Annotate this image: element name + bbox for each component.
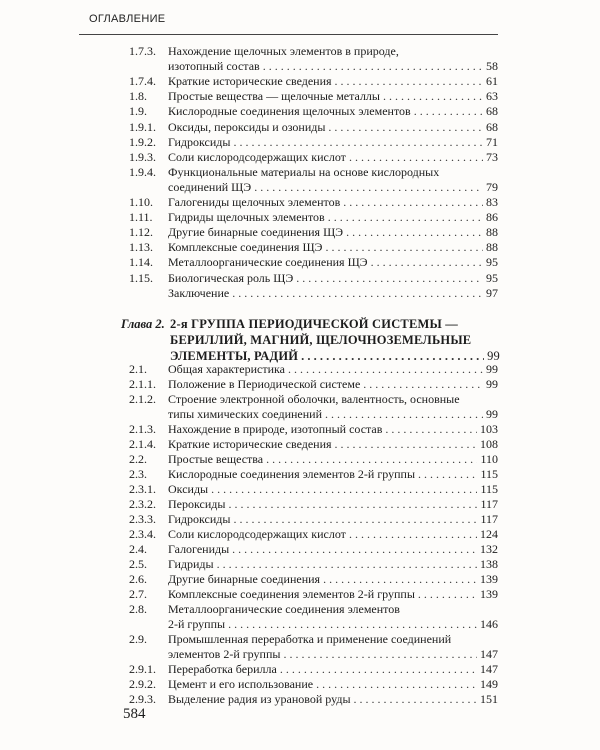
toc-entry-page: 99 (486, 407, 498, 421)
toc-entry-page: 115 (480, 467, 498, 481)
toc-entry-title: Простые вещества (168, 452, 264, 466)
toc-entry-page: 115 (480, 482, 498, 496)
toc-entry-page: 58 (486, 59, 498, 74)
toc-entry-number: 2.3.4. (129, 527, 156, 541)
toc-entry-page: 83 (486, 195, 498, 209)
toc-entry-number: 2.9.3. (129, 692, 156, 706)
chapter-label: Глава 2. (121, 317, 165, 331)
toc-entry-title-line1: Строение электронной оболочки, валентность, основные (168, 392, 460, 406)
toc-entry-page: 88 (486, 225, 498, 240)
toc-entry-number: 2.7. (129, 587, 147, 601)
toc-entry-title: Нахождение в природе, изотопный состав (168, 422, 383, 436)
toc-entry-title: элементов 2-й группы (168, 647, 281, 661)
toc-entry-number: 1.13. (129, 240, 153, 255)
toc-entry-page: 132 (480, 542, 498, 556)
toc-entry-title: Комплексные соединения элементов 2-й группы (168, 587, 415, 601)
toc-entry-number: 1.14. (129, 255, 153, 270)
toc-entry-page: 103 (480, 422, 498, 436)
toc-entry-page: 138 (480, 557, 498, 571)
toc-entry-title: типы химических соединений (168, 407, 323, 421)
toc-entry-number: 1.8. (129, 89, 147, 104)
chapter-page: 99 (487, 349, 500, 363)
toc-entry-number: 2.3.2. (129, 497, 156, 511)
toc-entry-number: 2.1.1. (129, 377, 156, 391)
toc-entry-title: 2-й группы (168, 617, 226, 631)
toc-entry-number: 1.10. (129, 195, 153, 209)
toc-entry-title: Оксиды (168, 482, 209, 496)
toc-entry-page: 149 (480, 677, 498, 691)
toc-entry-page: 88 (486, 240, 498, 255)
toc-entry-page: 110 (480, 452, 498, 466)
toc-entry-title: Простые вещества — щелочные металлы (168, 89, 380, 104)
toc-entry-title: Кислородные соединения элементов 2-й группы (168, 467, 416, 481)
toc-entry-number: 1.12. (129, 225, 153, 240)
toc-entry-page: 95 (486, 270, 498, 285)
toc-entry-title: Оксиды, пероксиды и озониды (168, 119, 326, 134)
running-header (79, 10, 498, 35)
toc-entry-page: 117 (480, 512, 498, 526)
toc-entry-page: 71 (486, 134, 498, 149)
toc-entry-page: 63 (486, 89, 498, 104)
toc-entry-number: 2.2. (129, 452, 147, 466)
toc-entry-title: Галогениды щелочных элементов (168, 195, 341, 209)
toc-entry-title: Биологическая роль ЩЭ (168, 270, 294, 285)
page-number: 584 (123, 706, 146, 722)
toc-entry-title-line1: Промышленная переработка и применение соединений (168, 632, 452, 646)
toc-entry-title: Соли кислородсодержащих кислот (168, 149, 346, 164)
toc-entry-number: 2.5. (129, 557, 147, 571)
toc-entry-number: 1.11. (129, 210, 153, 225)
toc-entry-page: 139 (480, 587, 498, 601)
toc-entry-title: Гидриды щелочных элементов (168, 210, 325, 225)
toc-entry-number: 2.9.2. (129, 677, 156, 691)
toc-entry-page: 95 (486, 255, 498, 270)
toc-entry-number: 1.15. (129, 270, 153, 285)
toc-entry-page: 147 (480, 662, 498, 676)
toc-entry-title: Металлоорганические соединения ЩЭ (168, 255, 368, 270)
toc-entry-number: 1.9.2. (129, 134, 156, 149)
toc-entry-number: 2.3.1. (129, 482, 156, 496)
toc-entry-title: Комплексные соединения ЩЭ (168, 240, 323, 255)
toc-entry-title: Гидроксиды (168, 134, 231, 149)
toc-entry-title: Гидриды (168, 557, 214, 571)
toc-entry-number: 1.7.3. (129, 44, 156, 58)
toc-entry-title: Краткие исторические сведения (168, 74, 332, 89)
toc-entry-page: 97 (486, 285, 498, 300)
toc-entry-page: 61 (486, 74, 498, 89)
chapter-title-line: 2-я ГРУППА ПЕРИОДИЧЕСКОЙ СИСТЕМЫ — (170, 317, 459, 331)
toc-entry-number: 2.9. (129, 632, 147, 646)
toc-entry-title: Другие бинарные соединения ЩЭ (168, 225, 344, 240)
toc-entry-number: 2.4. (129, 542, 147, 556)
toc-entry-title: Переработка берилла (168, 662, 277, 676)
toc-entry-number: 2.9.1. (129, 662, 156, 676)
toc-entry-title: соединений ЩЭ (168, 179, 252, 194)
toc-entry-title: Заключение (168, 285, 230, 300)
toc-entry-page: 99 (486, 362, 498, 376)
toc-entry-title: Пероксиды (168, 497, 226, 511)
toc-entry-title: Положение в Периодической системе (168, 377, 361, 391)
toc-entry-title-line1: Металлоорганические соединения элементов (168, 602, 400, 616)
toc-entry-page: 117 (480, 497, 498, 511)
toc-entry-page: 68 (486, 104, 498, 119)
toc-entry-page: 79 (486, 179, 498, 194)
chapter-title (170, 316, 500, 364)
toc-entry-page: 99 (486, 377, 498, 391)
toc-entry-title: Выделение радия из урановой руды (168, 692, 351, 706)
toc-entry-number: 2.1.4. (129, 437, 156, 451)
toc-entry-title: Краткие исторические сведения (168, 437, 332, 451)
toc-entry-number: 2.1. (129, 362, 147, 376)
toc-entry-number: 2.1.2. (129, 392, 156, 406)
toc-entry-title: Другие бинарные соединения (168, 572, 321, 586)
toc-entry-number: 2.1.3. (129, 422, 156, 436)
running-header-title: ОГЛАВЛЕНИЕ (89, 13, 166, 25)
toc-entry-title: Кислородные соединения щелочных элементов (168, 104, 411, 119)
toc-entry-number: 1.9.3. (129, 149, 156, 164)
toc-entry-number: 1.9.4. (129, 164, 156, 179)
toc-entry-page: 151 (480, 692, 498, 706)
toc-entry-number: 1.9.1. (129, 119, 156, 134)
toc-entry-page: 108 (480, 437, 498, 451)
toc-entry-title: Галогениды (168, 542, 230, 556)
toc-entry-page: 86 (486, 210, 498, 225)
toc-entry-page: 147 (480, 647, 498, 661)
toc-entry-page: 68 (486, 119, 498, 134)
toc-entry-title: Гидроксиды (168, 512, 231, 526)
toc-entry-title: изотопный состав (168, 59, 260, 74)
toc-entry-page: 124 (480, 527, 498, 541)
toc-entry-page: 139 (480, 572, 498, 586)
toc-entry-title-line1: Нахождение щелочных элементов в природе, (168, 44, 399, 58)
toc-entry-number: 2.8. (129, 602, 147, 616)
toc-entry-title: Общая характеристика (168, 362, 285, 376)
chapter-title-line: БЕРИЛЛИЙ, МАГНИЙ, ЩЕЛОЧНОЗЕМЕЛЬНЫЕ (170, 333, 472, 347)
toc-entry-page: 73 (486, 149, 498, 164)
toc-entry-title-line1: Функциональные материалы на основе кислородных (168, 164, 440, 179)
chapter-title-line: ЭЛЕМЕНТЫ, РАДИЙ (170, 349, 299, 363)
toc-entry-page: 146 (480, 617, 498, 631)
toc-entry-number: 2.6. (129, 572, 147, 586)
toc-entry-title: Цемент и его использование (168, 677, 314, 691)
toc-entry-number: 1.7.4. (129, 74, 156, 89)
toc-entry-number: 1.9. (129, 104, 147, 119)
toc-entry-title: Соли кислородсодержащих кислот (168, 527, 346, 541)
toc-entry-number: 2.3. (129, 467, 147, 481)
toc-entry-number: 2.3.3. (129, 512, 156, 526)
